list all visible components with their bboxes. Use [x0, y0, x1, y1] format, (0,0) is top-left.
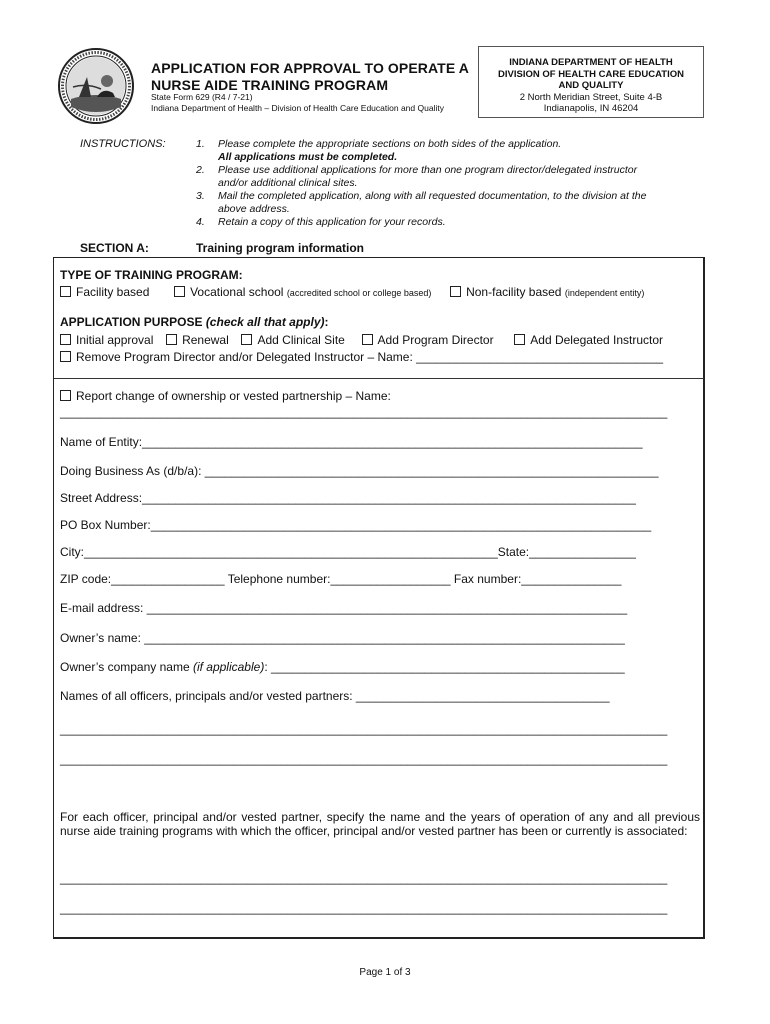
nonfacility-note: (independent entity) — [564, 288, 645, 298]
vocational-note: (accredited school or college based) — [286, 288, 432, 298]
section-a-label: SECTION A: — [80, 241, 149, 255]
form-department: Indiana Department of Health – Division of Health Care Education and Quality — [151, 103, 444, 113]
remove-director-checkbox[interactable] — [60, 351, 71, 362]
report-change-checkbox[interactable] — [60, 390, 71, 401]
previous-programs-blank-line[interactable]: ___________________________________________________________________________________________ — [60, 871, 668, 885]
instruction-item: 1. Please complete the appropriate sections on both sides of the application. All applications must be completed. — [196, 138, 562, 163]
previous-programs-blank-line[interactable]: ___________________________________________________________________________________________ — [60, 901, 668, 915]
facility-checkbox[interactable] — [60, 286, 71, 297]
type-program-heading: TYPE OF TRAINING PROGRAM: — [60, 268, 243, 282]
report-change-name-field[interactable]: ___________________________________________________________________________________________ — [60, 405, 668, 419]
state-seal-logo — [57, 47, 135, 125]
instructions-label: INSTRUCTIONS: — [80, 138, 166, 150]
add-clinical-site-checkbox[interactable] — [241, 334, 252, 345]
form-number: State Form 629 (R4 / 7-21) — [151, 92, 253, 102]
agency-address-box: INDIANA DEPARTMENT OF HEALTH DIVISION OF HEALTH CARE EDUCATION AND QUALITY 2 North Meridian Street, Suite 4-B Indianapolis, IN 46204 — [478, 46, 704, 118]
form-subtitle — [151, 92, 444, 114]
facility-label: Facility based — [76, 285, 150, 299]
dba-field[interactable]: Doing Business As (d/b/a): ____________________________________________________________________ — [60, 464, 659, 478]
report-change-row: Report change of ownership or vested partnership – Name: — [60, 389, 391, 403]
instruction-item: 3. Mail the completed application, along with all requested documentation, to the division at the above address. — [196, 190, 647, 215]
officers-blank-line[interactable]: ___________________________________________________________________________________________ — [60, 752, 668, 766]
previous-programs-instructions: For each officer, principal and/or vested partner, specify the name and the years of operation of any and all previous nurse aide training programs with which the officer, principal and/or vested partner has been or currently is associated: — [60, 810, 700, 838]
remove-director-field[interactable]: Remove Program Director and/or Delegated Instructor – Name: _____________________________________ — [76, 350, 664, 364]
vocational-checkbox[interactable] — [174, 286, 185, 297]
vocational-label: Vocational school — [190, 285, 284, 299]
initial-approval-checkbox[interactable] — [60, 334, 71, 345]
city-state-field[interactable]: City:______________________________________________________________State:________________ — [60, 545, 636, 559]
remove-director-row — [60, 350, 663, 364]
po-box-field[interactable]: PO Box Number:___________________________________________________________________________ — [60, 518, 652, 532]
section-divider — [54, 378, 704, 379]
instruction-item: 4. Retain a copy of this application for your records. — [196, 216, 446, 228]
instructions-list — [196, 138, 696, 229]
form-title: APPLICATION FOR APPROVAL TO OPERATE A NURSE AIDE TRAINING PROGRAM — [151, 60, 469, 93]
zip-phone-fax-field[interactable]: ZIP code:_________________ Telephone number:__________________ Fax number:_______________ — [60, 572, 622, 586]
nonfacility-label: Non-facility based — [466, 285, 562, 299]
add-delegated-instructor-checkbox[interactable] — [514, 334, 525, 345]
email-field[interactable]: E-mail address: ________________________________________________________________________ — [60, 601, 628, 615]
purpose-heading: APPLICATION PURPOSE (check all that apply): — [60, 315, 329, 329]
owner-name-field[interactable]: Owner’s name: ________________________________________________________________________ — [60, 631, 625, 645]
entity-name-field[interactable]: Name of Entity:___________________________________________________________________________ — [60, 435, 643, 449]
type-program-options — [60, 285, 644, 299]
add-program-director-checkbox[interactable] — [362, 334, 373, 345]
renewal-checkbox[interactable] — [166, 334, 177, 345]
street-address-field[interactable]: Street Address:__________________________________________________________________________ — [60, 491, 636, 505]
instruction-item: 2. Please use additional applications for more than one program director/delegated instructor and/or additional clinical sites. — [196, 164, 638, 189]
purpose-options: Initial approval Renewal Add Clinical Site Add Program Director Add Delegated Instructor — [60, 333, 663, 347]
officers-field[interactable]: Names of all officers, principals and/or vested partners: ______________________________________ — [60, 689, 610, 703]
page-number: Page 1 of 3 — [359, 967, 411, 978]
owner-company-field[interactable]: Owner’s company name (if applicable): _____________________________________________________ — [60, 660, 625, 674]
nonfacility-checkbox[interactable] — [450, 286, 461, 297]
section-a-title: Training program information — [196, 241, 365, 255]
officers-blank-line[interactable]: ___________________________________________________________________________________________ — [60, 722, 668, 736]
